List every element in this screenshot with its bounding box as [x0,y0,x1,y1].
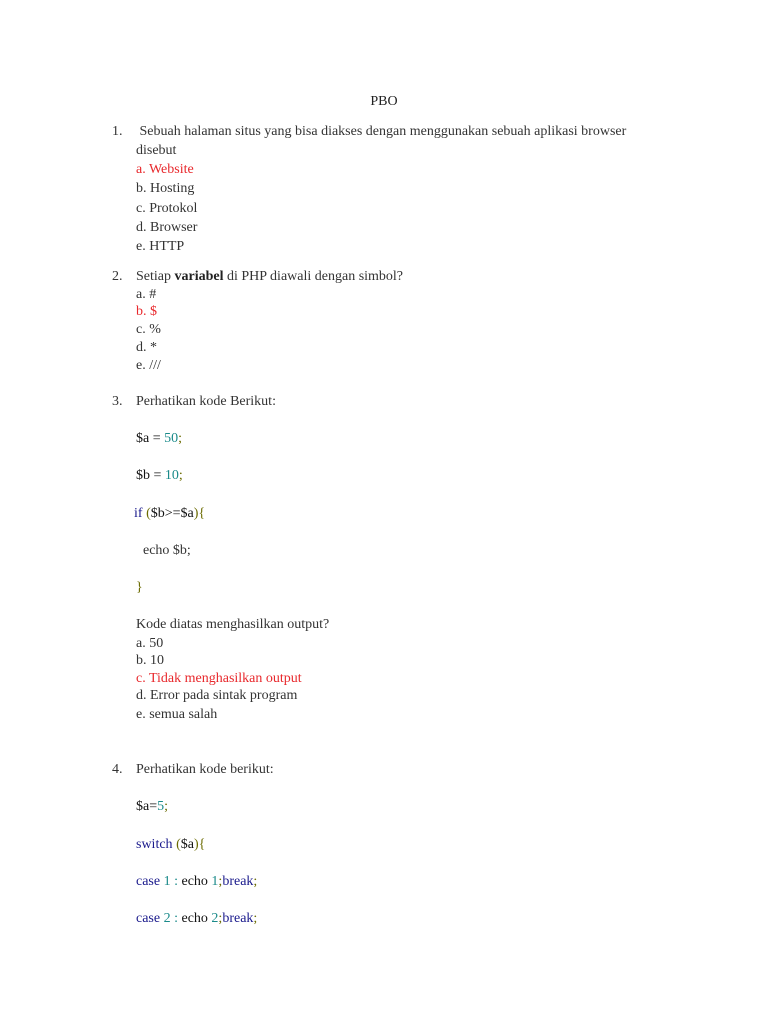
code-condition: $b>=$a [150,506,194,521]
code-colon: : [174,911,182,926]
q3-code-line2 [136,467,183,485]
code-keyword: break [222,911,254,926]
code-semicolon: ; [178,431,183,446]
code-echo: echo [181,911,212,926]
q3-question: Kode diatas menghasilkan output? [136,617,330,632]
page-title: PBO [370,94,398,109]
q4-text: Perhatikan kode berikut: [136,762,274,777]
code-bracket: ( [172,837,181,852]
code-var: $a [136,799,150,814]
q2-option-b-answer: b. $ [136,304,157,319]
code-var: $b [136,468,150,483]
q2-text-bold: variabel [174,269,224,284]
code-number: 2 [211,911,219,926]
code-semicolon: ; [253,874,258,889]
code-keyword: break [222,874,254,889]
code-number: 2 [160,911,175,926]
code-number: 50 [164,431,179,446]
q1-text-line2: disebut [136,143,177,158]
q1-option-a-answer: a. Website [136,162,194,177]
code-number: 1 [211,874,219,889]
code-op: = [149,799,158,814]
q2-option-c: c. % [136,322,161,337]
code-var: $a [136,431,150,446]
code-keyword: case [136,911,161,926]
q2-option-a: a. # [136,287,157,302]
q4-code-line4 [136,910,257,928]
code-number: 1 [160,874,175,889]
code-keyword: if [134,506,143,521]
code-number: 10 [164,468,179,483]
q3-option-b: b. 10 [136,653,164,668]
code-semicolon: ; [218,911,223,926]
code-echo: echo [181,874,212,889]
q2-option-d: d. * [136,340,157,355]
q3-option-d: d. Error pada sintak program [136,688,298,703]
q3-code-line3 [134,505,205,523]
q4-code-line3 [136,873,257,891]
q1-text-line1: Sebuah halaman situs yang bisa diakses dengan menggunakan sebuah aplikasi browser [136,124,627,139]
code-semicolon: ; [253,911,258,926]
code-semicolon: ; [178,468,183,483]
q1-option-c: c. Protokol [136,201,198,216]
q3-option-e: e. semua salah [136,707,218,722]
code-op: = [149,431,165,446]
q1-option-d: d. Browser [136,220,198,235]
q2-text-after: di PHP diawali dengan simbol? [223,269,404,284]
q2-text [136,268,403,286]
code-number: 5 [157,799,165,814]
q3-option-c-answer: c. Tidak menghasilkan output [136,671,302,686]
code-keyword: switch [136,837,173,852]
code-var: $a [180,837,194,852]
q3-option-a: a. 50 [136,636,164,651]
code-bracket: ){ [193,506,206,521]
code-semicolon: ; [218,874,223,889]
code-bracket: ){ [193,837,206,852]
q2-option-e: e. /// [136,358,161,373]
q1-option-b: b. Hosting [136,181,195,196]
q3-number: 3. [112,394,123,409]
code-bracket: ( [142,506,151,521]
q4-number: 4. [112,762,123,777]
q3-code-line5: } [136,580,143,595]
q3-text: Perhatikan kode Berikut: [136,394,276,409]
q1-option-e: e. HTTP [136,239,185,254]
q2-text-before: Setiap [136,269,175,284]
q2-number: 2. [112,269,123,284]
code-op: = [150,468,165,483]
q1-number: 1. [112,124,123,139]
q4-code-line1 [136,798,168,816]
code-colon: : [174,874,182,889]
q3-code-line4: echo $b; [143,543,191,558]
q3-code-line1 [136,430,182,448]
code-keyword: case [136,874,161,889]
q4-code-line2 [136,836,205,854]
code-semicolon: ; [164,799,169,814]
